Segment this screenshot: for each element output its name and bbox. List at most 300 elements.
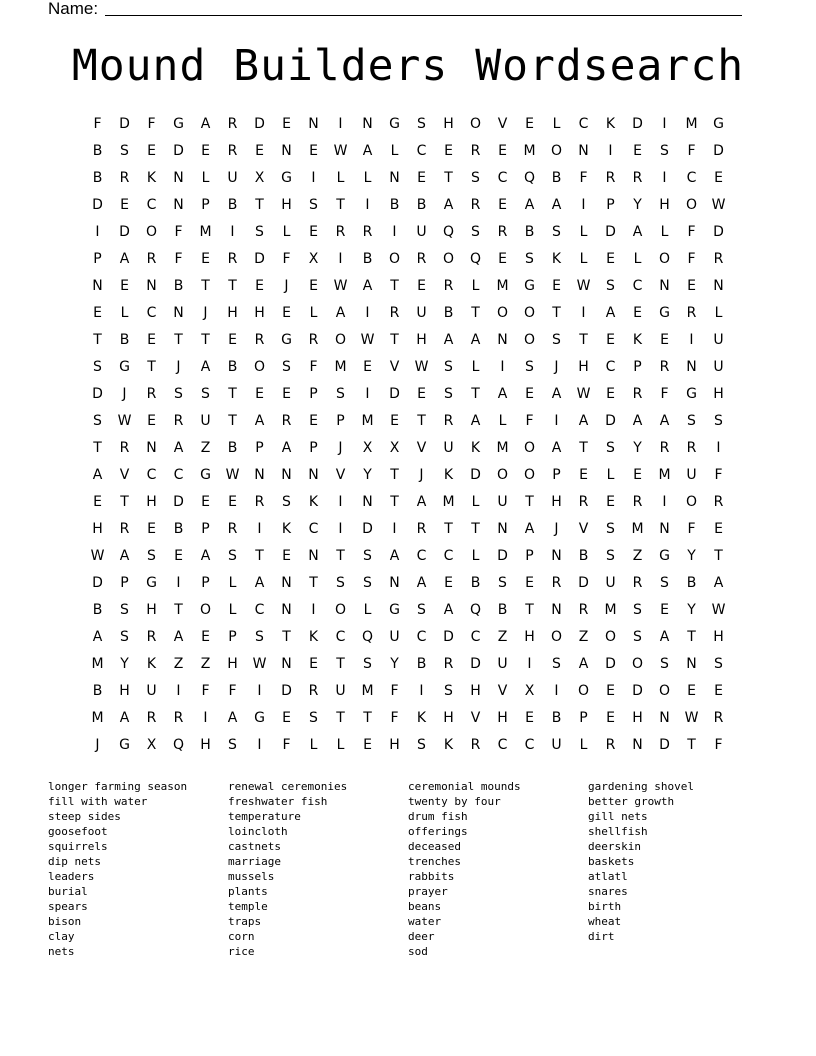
grid-letter: G	[281, 332, 292, 348]
grid-letter: U	[713, 359, 724, 375]
grid-letter: D	[173, 494, 184, 510]
grid-letter: N	[389, 170, 400, 186]
grid-letter: O	[577, 683, 590, 699]
grid-letter: U	[416, 305, 427, 321]
grid-letter: E	[282, 386, 291, 402]
grid-letter: P	[552, 467, 561, 483]
grid-letter: B	[497, 602, 508, 618]
word-item: prayer	[408, 885, 448, 898]
grid-letter: D	[605, 413, 616, 429]
grid-letter: S	[363, 575, 372, 591]
grid-letter: D	[632, 683, 643, 699]
grid-letter: O	[334, 602, 347, 618]
grid-letter: O	[631, 656, 644, 672]
grid-letter: K	[443, 467, 454, 483]
grid-letter: Y	[687, 602, 696, 618]
grid-letter: P	[201, 197, 210, 213]
grid-letter: A	[389, 548, 400, 564]
word-item: mussels	[228, 870, 275, 883]
grid-letter: N	[578, 143, 589, 159]
grid-row	[84, 597, 732, 624]
grid-letter: C	[146, 467, 157, 483]
grid-letter: T	[579, 440, 588, 456]
grid-letter: C	[497, 170, 508, 186]
grid-letter: L	[606, 467, 615, 483]
grid-letter: E	[363, 359, 372, 375]
grid-row	[84, 435, 732, 462]
grid-letter: L	[471, 278, 480, 294]
word-item: snares	[588, 885, 628, 898]
grid-letter: N	[308, 467, 319, 483]
grid-letter: I	[257, 521, 262, 537]
word-list	[48, 779, 768, 959]
grid-letter: L	[579, 251, 588, 267]
grid-letter: I	[257, 737, 262, 753]
grid-letter: A	[416, 494, 427, 510]
grid-letter: H	[659, 197, 670, 213]
grid-letter: A	[200, 548, 211, 564]
word-item: traps	[228, 915, 262, 928]
word-item: longer farming season	[48, 780, 188, 793]
grid-letter: L	[552, 116, 561, 132]
grid-letter: L	[498, 413, 507, 429]
grid-letter: D	[92, 575, 103, 591]
grid-letter: T	[336, 197, 345, 213]
grid-letter: E	[174, 548, 183, 564]
grid-letter: D	[92, 197, 103, 213]
grid-letter: H	[200, 737, 211, 753]
grid-letter: S	[120, 143, 129, 159]
grid-letter: S	[525, 251, 534, 267]
grid-letter: S	[282, 494, 291, 510]
word-item: shellfish	[588, 825, 648, 838]
grid-letter: J	[338, 440, 343, 456]
grid-letter: D	[281, 683, 292, 699]
grid-letter: T	[390, 467, 399, 483]
grid-letter: J	[122, 386, 127, 402]
grid-letter: B	[416, 197, 427, 213]
grid-letter: R	[254, 494, 265, 510]
grid-letter: E	[417, 386, 426, 402]
grid-letter: E	[309, 413, 318, 429]
grid-letter: V	[416, 440, 427, 456]
grid-letter: T	[390, 278, 399, 294]
grid-letter: E	[660, 602, 669, 618]
grid-letter: R	[227, 143, 238, 159]
grid-letter: A	[524, 521, 535, 537]
grid-letter: I	[338, 521, 343, 537]
grid-letter: D	[632, 116, 643, 132]
word-item: deerskin	[588, 840, 641, 853]
grid-letter: A	[659, 629, 670, 645]
grid-letter: Q	[523, 170, 536, 186]
grid-letter: R	[659, 359, 670, 375]
grid-letter: N	[659, 278, 670, 294]
grid-letter: I	[365, 305, 370, 321]
grid-letter: V	[335, 467, 346, 483]
word-item: drum fish	[408, 810, 468, 823]
grid-letter: N	[551, 548, 562, 564]
grid-letter: E	[579, 467, 588, 483]
grid-letter: S	[282, 359, 291, 375]
grid-letter: D	[497, 548, 508, 564]
grid-letter: I	[230, 224, 235, 240]
grid-letter: I	[500, 359, 505, 375]
grid-letter: X	[254, 170, 265, 186]
word-item: marriage	[228, 855, 281, 868]
grid-row	[84, 111, 732, 138]
grid-letter: R	[173, 413, 184, 429]
grid-letter: Q	[469, 602, 482, 618]
grid-letter: E	[714, 170, 723, 186]
grid-letter: X	[146, 737, 157, 753]
grid-letter: S	[309, 197, 318, 213]
grid-letter: S	[120, 629, 129, 645]
grid-letter: R	[281, 413, 292, 429]
grid-letter: E	[552, 278, 561, 294]
grid-letter: D	[713, 143, 724, 159]
grid-letter: E	[606, 386, 615, 402]
grid-letter: R	[470, 737, 481, 753]
grid-letter: T	[444, 521, 453, 537]
grid-letter: H	[551, 494, 562, 510]
grid-letter: W	[117, 413, 132, 429]
grid-letter: T	[174, 602, 183, 618]
grid-letter: E	[525, 116, 534, 132]
grid-letter: S	[93, 413, 102, 429]
grid-letter: D	[254, 251, 265, 267]
grid-letter: U	[146, 683, 157, 699]
word-column	[228, 779, 408, 959]
grid-letter: F	[174, 224, 183, 240]
grid-letter: M	[199, 224, 212, 240]
grid-letter: F	[309, 359, 318, 375]
grid-letter: S	[552, 332, 561, 348]
grid-letter: L	[633, 251, 642, 267]
grid-letter: E	[255, 143, 264, 159]
grid-letter: O	[523, 467, 536, 483]
grid-letter: O	[523, 440, 536, 456]
grid-letter: M	[91, 656, 104, 672]
grid-letter: L	[579, 224, 588, 240]
grid-letter: S	[417, 116, 426, 132]
grid-letter: S	[606, 521, 615, 537]
grid-letter: K	[308, 629, 319, 645]
grid-letter: Z	[200, 440, 211, 456]
grid-letter: B	[92, 143, 103, 159]
grid-letter: U	[443, 440, 454, 456]
grid-letter: P	[633, 359, 642, 375]
grid-letter: E	[147, 521, 156, 537]
grid-letter: L	[390, 143, 399, 159]
grid-letter: F	[714, 737, 723, 753]
grid-letter: V	[578, 521, 589, 537]
grid-letter: O	[496, 305, 509, 321]
grid-letter: I	[608, 143, 613, 159]
grid-letter: E	[309, 224, 318, 240]
grid-letter: Q	[361, 629, 374, 645]
grid-letter: N	[146, 440, 157, 456]
grid-letter: S	[525, 359, 534, 375]
word-item: steep sides	[48, 810, 121, 823]
grid-row	[84, 165, 732, 192]
grid-letter: E	[228, 332, 237, 348]
grid-letter: V	[470, 710, 481, 726]
word-item: dip nets	[48, 855, 101, 868]
grid-letter: S	[417, 737, 426, 753]
grid-letter: T	[552, 305, 561, 321]
grid-letter: L	[714, 305, 723, 321]
grid-letter: R	[632, 494, 643, 510]
grid-letter: M	[334, 359, 347, 375]
grid-letter: S	[471, 170, 480, 186]
grid-letter: T	[687, 629, 696, 645]
grid-letter: B	[362, 251, 373, 267]
grid-letter: E	[525, 710, 534, 726]
grid-letter: E	[147, 332, 156, 348]
grid-letter: D	[119, 116, 130, 132]
grid-letter: T	[228, 278, 237, 294]
grid-letter: M	[496, 278, 509, 294]
word-column	[408, 779, 588, 959]
grid-letter: D	[605, 224, 616, 240]
grid-letter: M	[685, 116, 698, 132]
grid-letter: N	[281, 467, 292, 483]
word-item: burial	[48, 885, 88, 898]
grid-letter: J	[554, 521, 559, 537]
grid-letter: D	[254, 116, 265, 132]
grid-letter: U	[686, 467, 697, 483]
grid-letter: E	[93, 305, 102, 321]
grid-letter: T	[471, 386, 480, 402]
grid-letter: T	[255, 548, 264, 564]
grid-letter: O	[469, 116, 482, 132]
grid-letter: U	[389, 629, 400, 645]
grid-letter: L	[471, 494, 480, 510]
word-item: birth	[588, 900, 622, 913]
grid-letter: T	[93, 440, 102, 456]
grid-letter: I	[365, 197, 370, 213]
grid-letter: R	[443, 413, 454, 429]
word-item: twenty by four	[408, 795, 501, 808]
grid-letter: R	[605, 170, 616, 186]
grid-letter: I	[311, 602, 316, 618]
grid-letter: S	[471, 224, 480, 240]
grid-letter: T	[147, 359, 156, 375]
grid-letter: A	[92, 467, 103, 483]
grid-letter: R	[713, 494, 724, 510]
grid-letter: A	[632, 224, 643, 240]
grid-letter: G	[173, 116, 184, 132]
grid-letter: J	[554, 359, 559, 375]
grid-letter: L	[336, 737, 345, 753]
grid-letter: E	[201, 629, 210, 645]
grid-letter: F	[687, 224, 696, 240]
grid-letter: S	[444, 683, 453, 699]
grid-letter: M	[523, 143, 536, 159]
grid-letter: T	[336, 548, 345, 564]
letter-grid	[84, 111, 732, 759]
grid-letter: I	[689, 332, 694, 348]
grid-letter: P	[228, 629, 237, 645]
grid-letter: H	[227, 656, 238, 672]
word-item: baskets	[588, 855, 635, 868]
grid-letter: N	[497, 521, 508, 537]
grid-letter: N	[173, 305, 184, 321]
grid-letter: A	[713, 575, 724, 591]
grid-letter: T	[174, 332, 183, 348]
name-field	[48, 0, 742, 18]
grid-letter: R	[443, 656, 454, 672]
word-item: atlatl	[588, 870, 628, 883]
grid-letter: K	[146, 656, 157, 672]
grid-letter: N	[362, 494, 373, 510]
grid-letter: W	[360, 332, 375, 348]
grid-letter: A	[578, 656, 589, 672]
grid-letter: O	[442, 251, 455, 267]
grid-letter: R	[470, 197, 481, 213]
grid-letter: E	[687, 683, 696, 699]
grid-letter: I	[176, 683, 181, 699]
grid-letter: E	[309, 656, 318, 672]
grid-letter: S	[552, 224, 561, 240]
grid-letter: D	[119, 224, 130, 240]
grid-letter: H	[227, 305, 238, 321]
grid-letter: E	[498, 143, 507, 159]
grid-letter: P	[201, 575, 210, 591]
grid-letter: I	[554, 683, 559, 699]
grid-letter: E	[714, 683, 723, 699]
grid-letter: K	[308, 494, 319, 510]
grid-letter: R	[470, 143, 481, 159]
grid-letter: A	[362, 278, 373, 294]
grid-row	[84, 516, 732, 543]
grid-letter: F	[660, 386, 669, 402]
grid-letter: B	[578, 548, 589, 564]
grid-letter: R	[146, 710, 157, 726]
grid-letter: M	[91, 710, 104, 726]
grid-letter: I	[716, 440, 721, 456]
grid-letter: L	[579, 737, 588, 753]
grid-letter: G	[119, 359, 130, 375]
grid-letter: T	[471, 521, 480, 537]
grid-letter: T	[687, 737, 696, 753]
grid-letter: C	[335, 629, 346, 645]
grid-letter: E	[660, 332, 669, 348]
grid-row	[84, 381, 732, 408]
grid-letter: F	[174, 251, 183, 267]
grid-letter: U	[497, 494, 508, 510]
grid-letter: P	[309, 386, 318, 402]
grid-letter: E	[255, 278, 264, 294]
word-item: renewal ceremonies	[228, 780, 348, 793]
grid-letter: N	[659, 521, 670, 537]
grid-letter: Y	[633, 440, 642, 456]
grid-letter: T	[579, 332, 588, 348]
word-item: wheat	[588, 915, 622, 928]
grid-letter: N	[362, 116, 373, 132]
grid-letter: T	[363, 710, 372, 726]
grid-letter: X	[362, 440, 373, 456]
grid-letter: F	[390, 710, 399, 726]
grid-letter: B	[227, 197, 238, 213]
grid-letter: S	[606, 440, 615, 456]
grid-letter: L	[471, 359, 480, 375]
grid-letter: Y	[363, 467, 372, 483]
grid-letter: G	[146, 575, 157, 591]
grid-letter: P	[93, 251, 102, 267]
grid-letter: A	[470, 413, 481, 429]
grid-letter: H	[443, 116, 454, 132]
grid-letter: E	[525, 386, 534, 402]
grid-letter: E	[147, 143, 156, 159]
word-item: loincloth	[228, 825, 288, 838]
grid-letter: I	[392, 224, 397, 240]
grid-letter: B	[389, 197, 400, 213]
grid-letter: L	[282, 224, 291, 240]
grid-letter: E	[120, 278, 129, 294]
grid-letter: R	[443, 278, 454, 294]
grid-letter: U	[200, 413, 211, 429]
grid-letter: T	[201, 332, 210, 348]
grid-letter: N	[551, 602, 562, 618]
grid-letter: N	[497, 332, 508, 348]
grid-letter: E	[606, 683, 615, 699]
grid-letter: R	[227, 521, 238, 537]
grid-letter: M	[361, 683, 374, 699]
grid-letter: M	[496, 440, 509, 456]
grid-letter: H	[632, 710, 643, 726]
grid-letter: I	[338, 116, 343, 132]
grid-row	[84, 651, 732, 678]
grid-letter: R	[713, 251, 724, 267]
grid-letter: N	[659, 710, 670, 726]
word-item: temperature	[228, 810, 301, 823]
grid-letter: F	[201, 683, 210, 699]
grid-letter: I	[338, 494, 343, 510]
grid-letter: O	[658, 683, 671, 699]
grid-letter: B	[92, 170, 103, 186]
grid-letter: O	[685, 494, 698, 510]
grid-row	[84, 732, 732, 759]
grid-letter: V	[497, 116, 508, 132]
grid-letter: T	[714, 548, 723, 564]
grid-letter: N	[173, 170, 184, 186]
grid-letter: Z	[497, 629, 508, 645]
grid-letter: X	[524, 683, 535, 699]
grid-letter: A	[443, 332, 454, 348]
grid-letter: N	[281, 575, 292, 591]
grid-letter: P	[606, 197, 615, 213]
grid-letter: S	[606, 548, 615, 564]
grid-letter: S	[228, 548, 237, 564]
grid-letter: E	[633, 467, 642, 483]
grid-letter: M	[658, 467, 671, 483]
grid-letter: D	[713, 224, 724, 240]
grid-letter: F	[390, 683, 399, 699]
grid-letter: T	[525, 494, 534, 510]
grid-letter: G	[389, 116, 400, 132]
grid-letter: D	[470, 656, 481, 672]
grid-letter: A	[497, 386, 508, 402]
grid-letter: D	[173, 143, 184, 159]
grid-letter: T	[390, 494, 399, 510]
grid-letter: H	[470, 683, 481, 699]
word-item: offerings	[408, 825, 468, 838]
grid-letter: A	[173, 629, 184, 645]
grid-letter: R	[551, 575, 562, 591]
grid-letter: S	[444, 359, 453, 375]
